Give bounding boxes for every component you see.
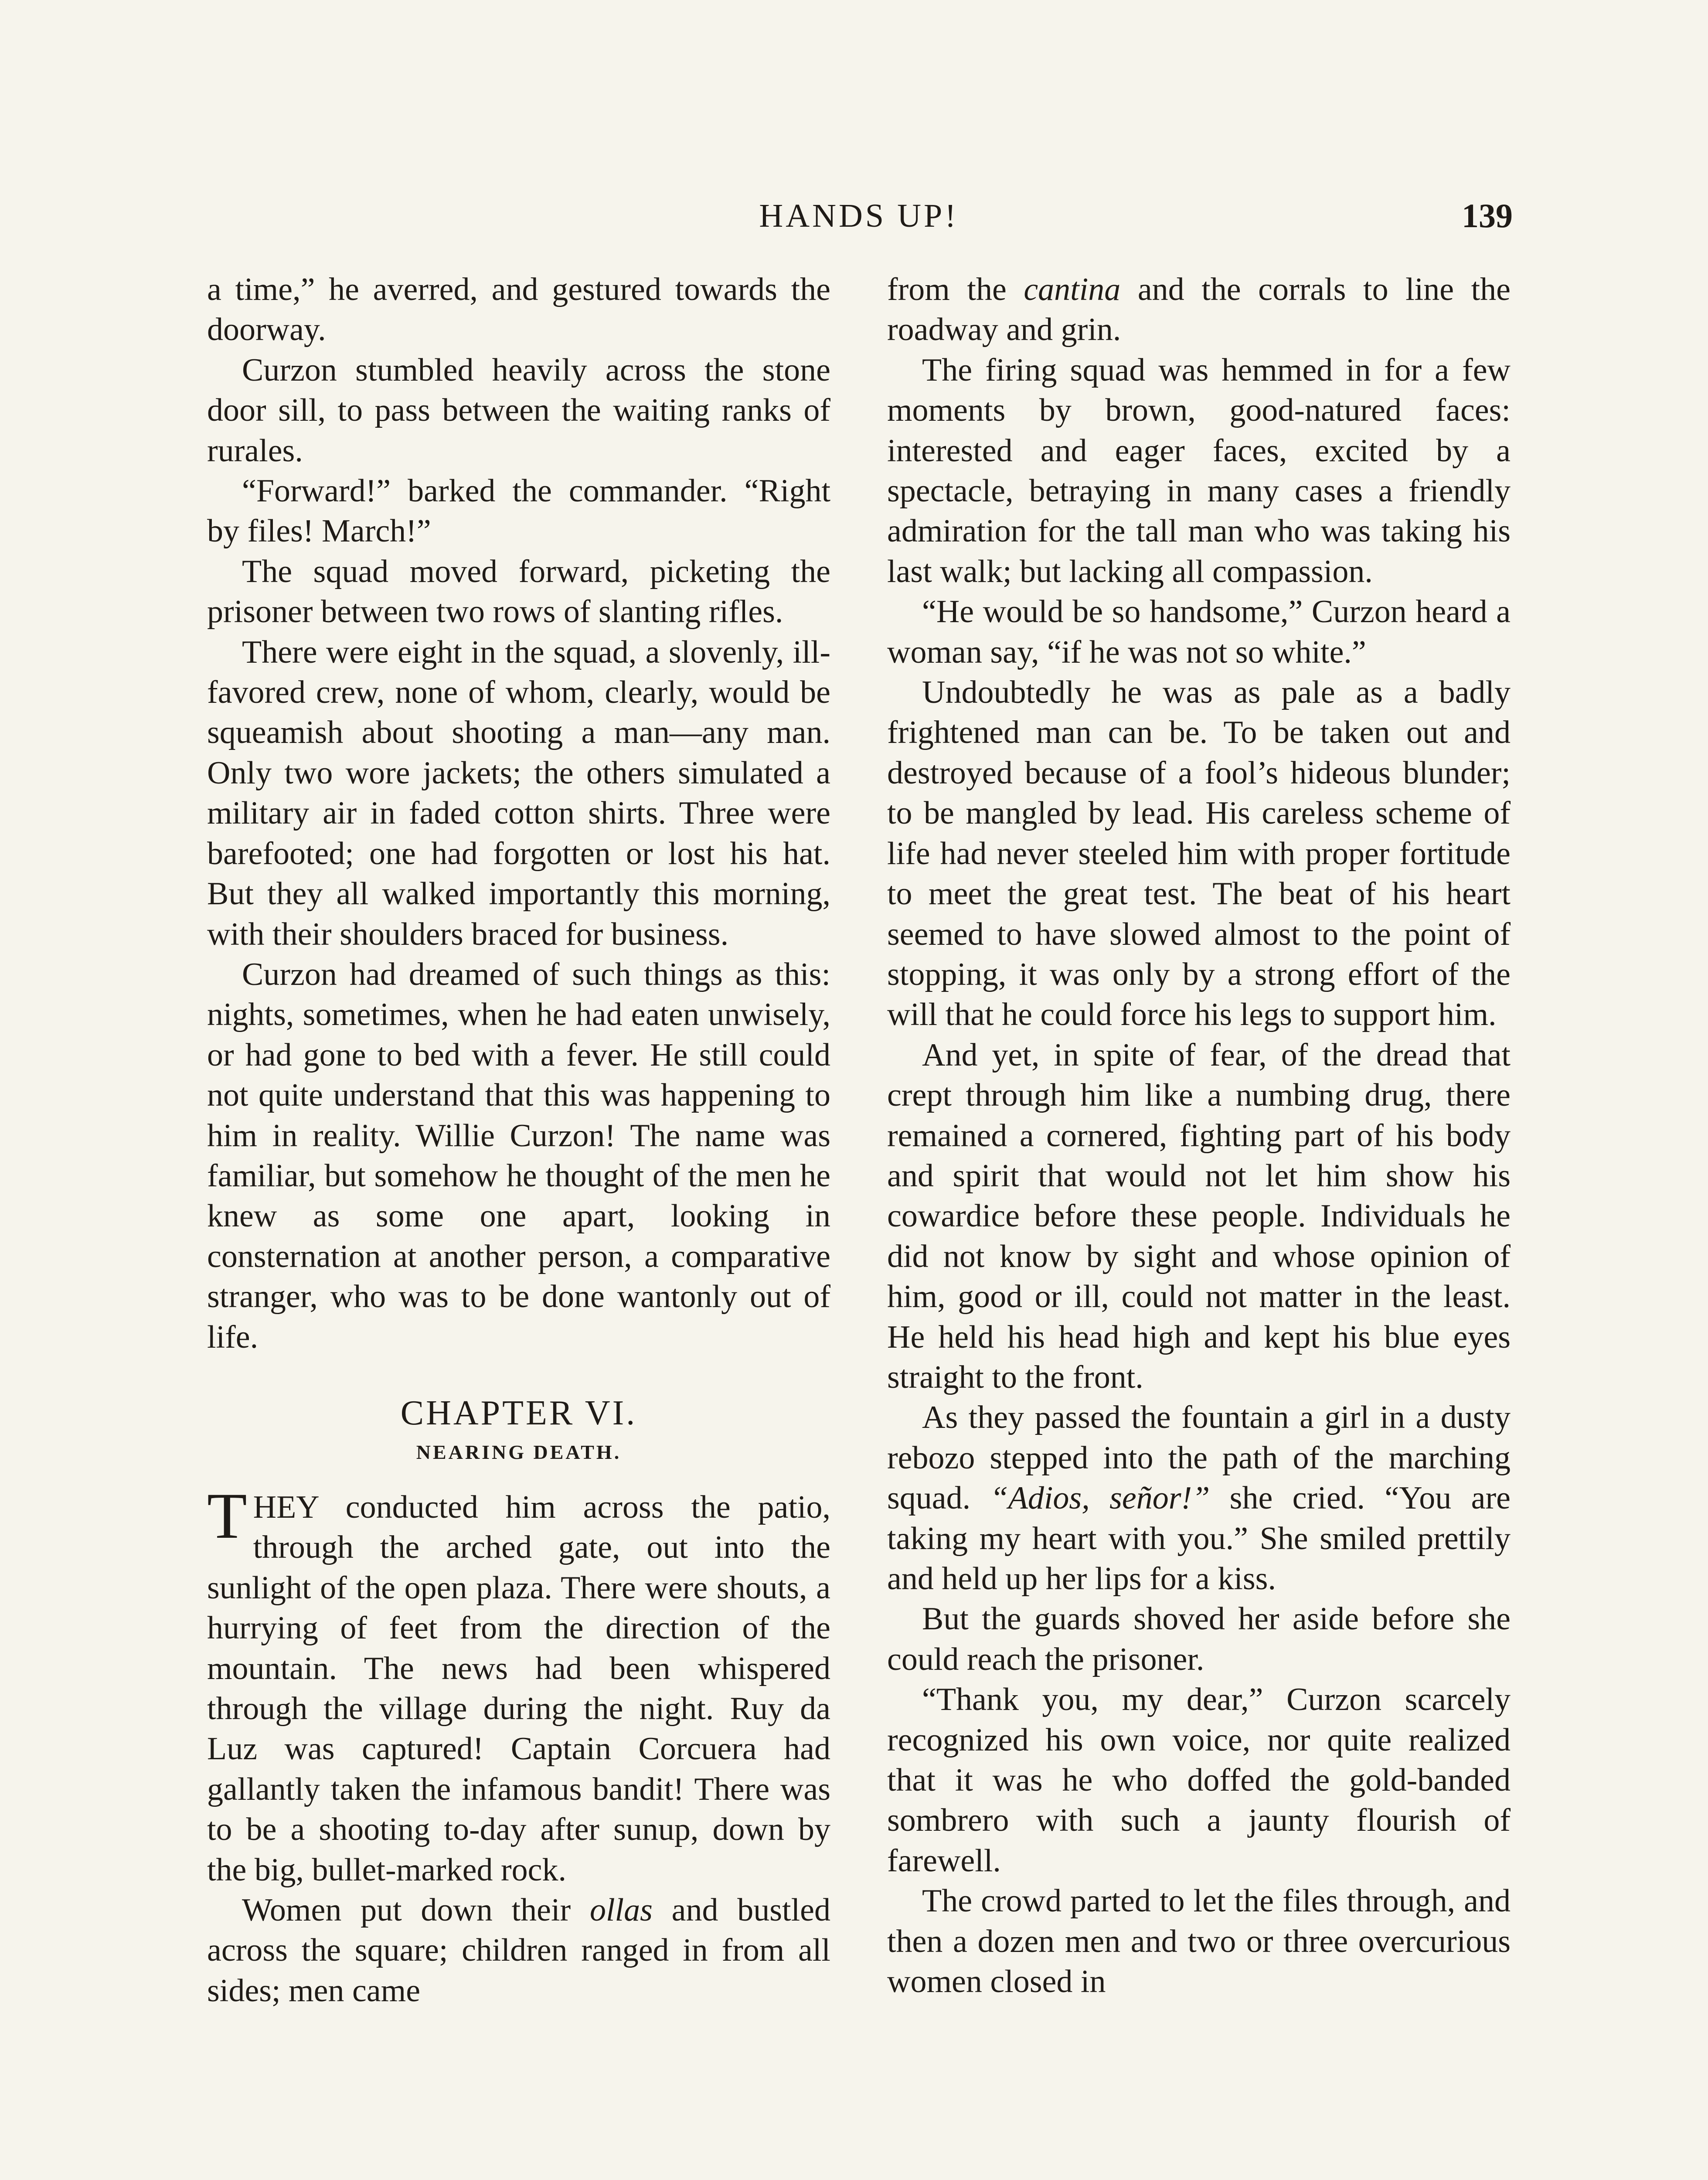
chapter-title: CHAPTER VI. [400, 1393, 637, 1432]
text-run: she cried. “You are taking my heart with you.” She smiled prettily and held up her lips for a kiss. [887, 1480, 1511, 1597]
text-run: from the [887, 272, 1024, 307]
left-column [207, 269, 830, 2011]
paragraph: And yet, in spite of fear, of the dread that crept through him like a numbing drug, there remained a cornered, fighting part of his body and spirit that would not let him show his cowardice before these people. Individuals he did not know by sight and whose opinion of him, good or ill, could not matter in the least. He held his head high and kept his blue eyes straight to the front. [887, 1037, 1511, 1395]
chapter-heading [207, 1391, 830, 1470]
drop-cap: T [207, 1479, 247, 1552]
paragraph-text: HEY conducted him across the patio, through the arched gate, out into the sunlight of the open plaza. There were shouts, a hurrying of feet from the direction of the mountain. The news had been whispered through the village during the night. Ruy da Luz was captured! Captain Corcuera had gallantly taken the infamous bandit! There was to be a shooting to-day after sunup, down by the big, bullet-marked rock. [207, 1489, 830, 1888]
italic-phrase: “Adios, señor!” [990, 1480, 1210, 1516]
paragraph: “He would be so handsome,” Curzon heard a woman say, “if he was not so white.” [887, 594, 1511, 670]
right-column [887, 269, 1511, 2002]
paragraph: The crowd parted to let the files through, and then a dozen men and two or three overcurious women closed in [887, 1883, 1511, 2000]
paragraph [887, 269, 1511, 350]
paragraph [207, 1890, 830, 2011]
running-title: HANDS UP! [759, 198, 959, 234]
page-number: 139 [1462, 197, 1513, 235]
paragraph: There were eight in the squad, a slovenly, ill-favored crew, none of whom, clearly, would be squeamish about shooting a man—any man. Only two wore jackets; the others simulated a military air in faded cotton shirts. Three were barefooted; one had forgotten or lost his hat. But they all walked importantly this morning, with their shoulders braced for business. [207, 634, 830, 952]
chapter-subtitle: NEARING DEATH. [416, 1441, 622, 1463]
running-head [205, 192, 1513, 240]
text-run: and bustled across the square; children ranged in from all sides; men came [207, 1892, 830, 2009]
italic-word: ollas [589, 1892, 653, 1928]
text-run: Women put down their [242, 1892, 590, 1928]
text-run: As they passed the fountain a girl in a dusty rebozo stepped into the path of the marching squad. [887, 1400, 1511, 1516]
paragraph: “Forward!” barked the commander. “Right by files! March!” [207, 473, 830, 549]
italic-word: cantina [1024, 272, 1121, 307]
paragraph: Undoubtedly he was as pale as a badly frightened man can be. To be taken out and destroyed because of a fool’s hideous blunder; to be mangled by lead. His careless scheme of life had never steeled him with proper fortitude to meet the great test. The beat of his heart seemed to have slowed almost to the point of stopping, it was only by a strong effort of the will that he could force his legs to support him. [887, 674, 1511, 1033]
paragraph: “Thank you, my dear,” Curzon scarcely recognized his own voice, nor quite realized that it was he who doffed the gold-banded sombrero with such a jaunty flourish of farewell. [887, 1682, 1511, 1879]
paragraph: Curzon had dreamed of such things as this: nights, sometimes, when he had eaten unwisely, or had gone to bed with a fever. He still could not quite understand that this was happening to him in reality. Willie Curzon! The name was familiar, but somehow he thought of the men he knew as some one apart, looking in consternation at another person, a comparative stranger, who was to be done wantonly out of life. [207, 956, 830, 1355]
text-run: and the corrals to line the roadway and grin. [887, 272, 1511, 348]
paragraph: The squad moved forward, picketing the prisoner between two rows of slanting rifles. [207, 553, 830, 630]
paragraph: a time,” he averred, and gestured towards the doorway. [207, 272, 830, 348]
paragraph [887, 1397, 1511, 1599]
chapter-opening-paragraph [207, 1479, 830, 1890]
paragraph: Curzon stumbled heavily across the stone door sill, to pass between the waiting ranks of rurales. [207, 352, 830, 469]
paragraph: But the guards shoved her aside before she could reach the prisoner. [887, 1601, 1511, 1677]
paragraph: The firing squad was hemmed in for a few moments by brown, good-natured faces: interested and eager faces, excited by a spectacle, betraying in many cases a friendly admiration for the tall man who was taking his last walk; but lacking all compassion. [887, 352, 1511, 589]
